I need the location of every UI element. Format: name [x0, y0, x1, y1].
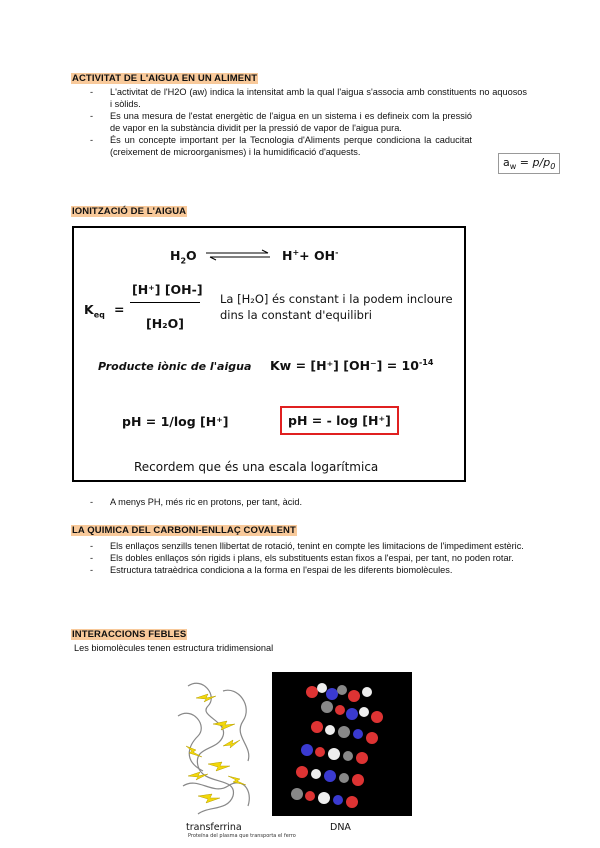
- ionization-diagram: [72, 226, 466, 482]
- kw-equation: Kw = [H⁺] $[OH^-] = 10^{-14}$: [270, 358, 434, 374]
- section-heading-carbon: LA QUIMICA DEL CARBONI-ENLLAÇ COVALENT: [72, 525, 296, 536]
- list-item: - Estructura tatraèdrica condiciona a la forma en l'espai de les diferents biomolècules.: [90, 564, 527, 576]
- water-activity-formula: $a_w = p/p_0$: [498, 153, 560, 174]
- carbon-list: [90, 540, 527, 576]
- section-heading-water-activity: ACTIVITAT DE L'AIGUA EN UN ALIMENT: [72, 73, 258, 84]
- list-item: - Es una mesura de l'estat energètic de l'aigua en un sistema i es defineix com la pressió de vapor en la substància dividit per la pressió de vapor de l'aigua pura.: [90, 110, 527, 134]
- section-heading-ionization: IONITZACIÓ DE L'AIGUA: [72, 206, 187, 217]
- reaction-right: H++ OH-: [282, 248, 339, 264]
- list-item: - Els dobles enllaços són rigids i plans, els substituents estan fixos a l'espai, per tant, no poden rotar.: [90, 552, 527, 564]
- ph-reciprocal: pH = 1/log [H⁺]: [122, 414, 229, 429]
- ionic-product-label: Producte iònic de l'aigua: [98, 360, 252, 373]
- list-item: - Els enllaços senzills tenen llibertat de rotació, tenint en compte les limitacions de l'impediment estèric.: [90, 540, 527, 552]
- keq-label: $K_{eq}$: [84, 302, 105, 320]
- keq-equals: =: [114, 302, 125, 317]
- list-item: - A menys PH, més ric en protons, per tant, àcid.: [90, 496, 527, 508]
- ph-negative-log: pH = - log [H⁺]: [288, 413, 391, 428]
- list-item: - L'activitat de l'H2O (aw) indica la intensitat amb la qual l'aigua s'associa amb constituents no aquosos i sòlids.: [90, 86, 527, 110]
- water-activity-list: [90, 86, 527, 158]
- ionization-list: [90, 496, 527, 508]
- section-heading-weak-interactions: INTERACCIONS FEBLES: [72, 629, 187, 640]
- fraction-bar: [130, 302, 200, 303]
- keq-denominator: [H₂O]: [146, 316, 184, 331]
- keq-note-2: dins la constant d'equilibri: [220, 308, 372, 322]
- caption-transferrin-small: Proteïna del plasma que transporta el ferro: [188, 833, 296, 839]
- dna-image: [272, 672, 412, 816]
- reaction-left: $H_2O$: [170, 248, 197, 266]
- keq-numerator: [H⁺] [OH-]: [132, 282, 203, 297]
- caption-transferrin: transferrina: [186, 822, 242, 833]
- transferrin-image: [168, 676, 266, 818]
- equilibrium-arrow-icon: [204, 248, 274, 262]
- list-item: - És un concepte important per la Tecnologia d'Aliments perque condiciona la caducitat (creixement de microorganismes) i la humidificació d'aquests.: [90, 134, 527, 158]
- caption-dna: DNA: [330, 822, 351, 833]
- ph-highlight-box: [280, 406, 399, 435]
- log-scale-note: Recordem que és una escala logarítmica: [134, 460, 379, 474]
- weak-interactions-text: Les biomolècules tenen estructura tridimensional: [74, 643, 274, 653]
- keq-note-1: La [H₂O] és constant i la podem incloure: [220, 292, 453, 306]
